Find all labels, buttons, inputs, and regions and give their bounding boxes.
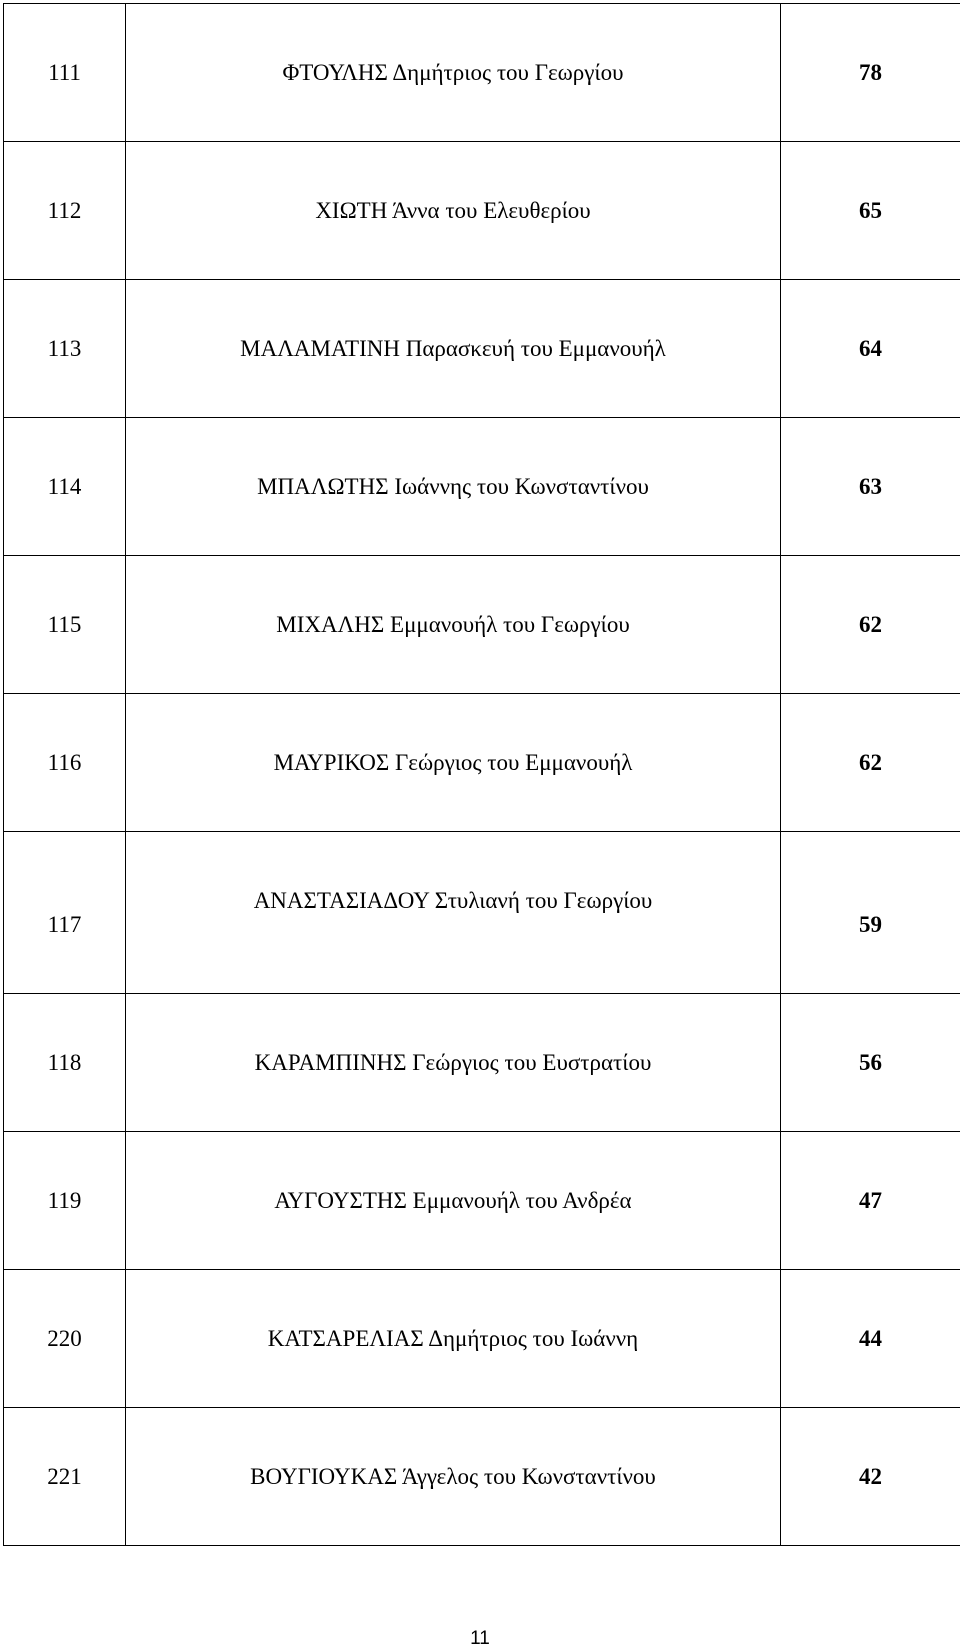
vote-count: 56 xyxy=(781,994,960,1132)
candidate-name: ΑΝΑΣΤΑΣΙΑΔΟΥ Στυλιανή του Γεωργίου xyxy=(126,832,781,994)
vote-count: 47 xyxy=(781,1132,960,1270)
table-row xyxy=(4,4,960,142)
candidate-name: ΚΑΤΣΑΡΕΛΙΑΣ Δημήτριος του Ιωάννη xyxy=(126,1270,781,1408)
candidate-name: ΜΑΥΡΙΚΟΣ Γεώργιος του Εμμανουήλ xyxy=(126,694,781,832)
table-row xyxy=(4,142,960,280)
vote-count: 44 xyxy=(781,1270,960,1408)
row-number: 220 xyxy=(4,1270,126,1408)
table-row xyxy=(4,1270,960,1408)
vote-count: 62 xyxy=(781,556,960,694)
results-table xyxy=(3,3,960,1546)
candidate-name: ΚΑΡΑΜΠΙΝΗΣ Γεώργιος του Ευστρατίου xyxy=(126,994,781,1132)
row-number: 221 xyxy=(4,1408,126,1546)
candidate-name: ΑΥΓΟΥΣΤΗΣ Εμμανουήλ του Ανδρέα xyxy=(126,1132,781,1270)
row-number: 111 xyxy=(4,4,126,142)
table-row xyxy=(4,556,960,694)
row-number: 118 xyxy=(4,994,126,1132)
table-row xyxy=(4,694,960,832)
row-number: 115 xyxy=(4,556,126,694)
row-number: 119 xyxy=(4,1132,126,1270)
candidate-name: ΦΤΟΥΛΗΣ Δημήτριος του Γεωργίου xyxy=(126,4,781,142)
row-number: 117 xyxy=(4,832,126,994)
candidate-name: ΧΙΩΤΗ Άννα του Ελευθερίου xyxy=(126,142,781,280)
table-row xyxy=(4,1132,960,1270)
vote-count: 59 xyxy=(781,832,960,994)
vote-count: 63 xyxy=(781,418,960,556)
candidate-name: ΜΙΧΑΛΗΣ Εμμανουήλ του Γεωργίου xyxy=(126,556,781,694)
table-row xyxy=(4,994,960,1132)
table-row xyxy=(4,1408,960,1546)
row-number: 112 xyxy=(4,142,126,280)
page-number: 11 xyxy=(470,1628,490,1649)
vote-count: 78 xyxy=(781,4,960,142)
vote-count: 42 xyxy=(781,1408,960,1546)
vote-count: 64 xyxy=(781,280,960,418)
row-number: 113 xyxy=(4,280,126,418)
candidate-name: ΒΟΥΓΙΟΥΚΑΣ Άγγελος του Κωνσταντίνου xyxy=(126,1408,781,1546)
candidate-name: ΜΑΛΑΜΑΤΙΝΗ Παρασκευή του Εμμανουήλ xyxy=(126,280,781,418)
vote-count: 62 xyxy=(781,694,960,832)
row-number: 116 xyxy=(4,694,126,832)
table-row xyxy=(4,832,960,994)
candidate-name: ΜΠΑΛΩΤΗΣ Ιωάννης του Κωνσταντίνου xyxy=(126,418,781,556)
row-number: 114 xyxy=(4,418,126,556)
vote-count: 65 xyxy=(781,142,960,280)
table-row xyxy=(4,280,960,418)
table-row xyxy=(4,418,960,556)
